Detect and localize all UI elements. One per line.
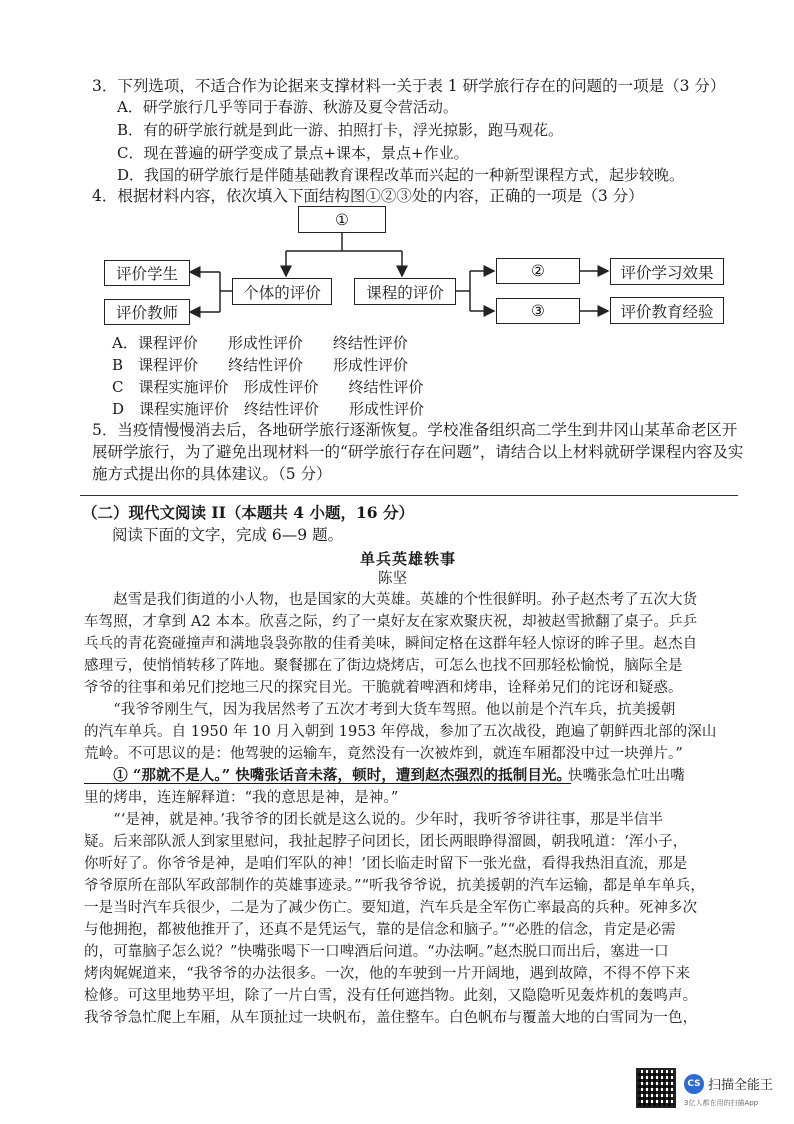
q4-option-a: A．课程评价 形成性评价 终结性评价	[112, 334, 408, 352]
passage-line: 我爷爷急忙爬上车厢，从车顶扯过一块帆布，盖住整车。白色帆布与覆盖大地的白雪同为一色，	[84, 1010, 698, 1026]
passage-line: 赵雪是我们街道的小人物，也是国家的大英雄。英雄的个性很鲜明。孙子赵杰考了五次大货	[84, 592, 698, 608]
passage-line: 爷爷原所在部队军政部制作的英雄事迹录。”“听我爷爷说，抗美援朝的汽车运输，都是单车单兵，	[84, 878, 705, 894]
passage-line: 乓乓的青花瓷碰撞声和满地袅袅弥散的佳肴美味，瞬间定格在这群年轻人惊讶的眸子里。赵杰自	[84, 636, 698, 652]
passage-line: “我爷爷刚生气，因为我居然考了五次才考到大货车驾照。他以前是个汽车兵，抗美援朝	[84, 702, 676, 718]
diagram-box-1: ①	[298, 206, 386, 233]
passage-author: 陈坚	[378, 571, 408, 587]
qr-code-icon	[636, 1068, 676, 1108]
q3-option-b: B．有的研学旅行就是到此一游、拍照打卡，浮光掠影，跑马观花。	[117, 121, 564, 139]
passage-line: 与他拥抱，都被他推开了，还真不是凭运气，靠的是信念和脑子。”“必胜的信念，肯定是必需	[84, 922, 676, 938]
q5-line-1: 5．当疫情慢慢消去后，各地研学旅行逐渐恢复。学校准备组织高二学生到井冈山某革命老区开	[92, 421, 738, 439]
passage-line: 一是当时汽车兵很少，二是为了减少伤亡。要知道，汽车兵是全军伤亡率最高的兵种。死神多次	[84, 900, 698, 916]
passage-line: 感理亏，使悄悄转移了阵地。聚餐挪在了街边烧烤店，可怎么也找不回那轻松愉悦，脑际全是	[84, 658, 683, 674]
passage-line: 爷爷的往事和弟兄们挖地三尺的探究目光。干脆就着啤酒和烤串，诠释弟兄们的诧讶和疑惑。	[84, 680, 683, 696]
passage-line: 车驾照，才拿到 A2 本本。欣喜之际，约了一桌好友在家欢聚庆祝，却被赵雪掀翻了桌子。乒乒	[84, 614, 698, 630]
diagram-box-evaluate-teachers: 评价教师	[104, 299, 190, 325]
passage-title: 单兵英雄轶事	[360, 550, 457, 568]
passage-line: 快嘴张急忙吐出嘴	[568, 768, 685, 784]
q3-stem: 3．下列选项，不适合作为论据来支撑材料一关于表 1 研学旅行存在的问题的一项是（3 分）	[92, 77, 726, 95]
q3-option-c: C．现在普遍的研学变成了景点+课本，景点+作业。	[117, 144, 469, 162]
diagram-box-evaluate-students: 评价学生	[104, 260, 190, 286]
section-divider	[80, 495, 738, 496]
q3-option-d: D．我国的研学旅行是伴随基础教育课程改革而兴起的一种新型课程方式，起步较晚。	[117, 166, 685, 184]
passage-line: 的，可靠脑子怎么说？”快嘴张喝下一口啤酒后问道。“办法啊。”赵杰脱口而出后，塞进一口	[84, 944, 669, 960]
passage-line: 荒岭。不可思议的是：他驾驶的运输车，竟然没有一次被炸到，就连车厢都没中过一块弹片。”	[84, 746, 683, 762]
diagram-box-2: ②	[496, 258, 580, 284]
diagram-box-teaching-experience: 评价教育经验	[610, 297, 724, 324]
q5-line-3: 施方式提出你的具体建议。（5 分）	[92, 465, 332, 483]
q5-line-2: 展研学旅行，为了避免出现材料一的“研学旅行存在问题”，请结合以上材料就研学课程内容及实	[92, 443, 744, 461]
diagram-box-individual-evaluation: 个体的评价	[232, 278, 332, 305]
scanner-app-tagline: 3亿人都在用的扫描App	[684, 1099, 759, 1107]
camscanner-logo-icon: CS	[684, 1074, 704, 1094]
passage-underlined-sentence: ① “那就不是人。” 快嘴张话音未落，顿时，遭到赵杰强烈的抵制目光。	[84, 767, 572, 784]
diagram-box-3: ③	[496, 298, 580, 324]
passage-line: 你听好了。你爷爷是神，是咱们军队的神！’团长临走时留下一张光盘，看得我热泪直流，那是	[84, 856, 688, 872]
q4-stem: 4．根据材料内容，依次填入下面结构图①②③处的内容，正确的一项是（3 分）	[92, 187, 644, 205]
q3-option-a: A．研学旅行几乎等同于春游、秋游及夏令营活动。	[117, 98, 458, 116]
diagram-box-course-evaluation: 课程的评价	[354, 278, 456, 305]
passage-line: 里的烤串，连连解释道：“我的意思是神，是神。”	[84, 790, 399, 806]
passage-line: “‘是神，就是神。’我爷爷的团长就是这么说的。少年时，我听爷爷讲往事，那是半信半	[84, 812, 664, 828]
q4-option-b: B 课程评价 终结性评价 形成性评价	[112, 356, 409, 374]
passage-line: 烤肉娓娓道来，“我爷爷的办法很多。一次，他的车驶到一片开阔地，遇到故障，不得不停下来	[84, 966, 691, 982]
passage-line: 检修。可这里地势平坦，除了一片白雪，没有任何遮挡物。此刻，又隐隐听见轰炸机的轰鸣声。	[84, 988, 698, 1004]
q4-option-c: C 课程实施评价 形成性评价 终结性评价	[112, 378, 424, 396]
section-instruction: 阅读下面的文字，完成 6—9 题。	[112, 526, 344, 544]
q4-option-d: D 课程实施评价 终结性评价 形成性评价	[112, 400, 425, 418]
section-heading: （二）现代文阅读 II（本题共 4 小题，16 分）	[82, 503, 414, 522]
scanner-app-name: 扫描全能王	[708, 1078, 774, 1093]
passage-line: 的汽车单兵。自 1950 年 10 月入朝到 1953 年停战，参加了五次战役，跑遍了朝鲜西北部的深山	[84, 724, 717, 740]
diagram-box-learning-effect: 评价学习效果	[610, 258, 724, 285]
passage-line: 疑。后来部队派人到家里慰问，我扯起脖子问团长，团长两眼睁得溜圆，朝我吼道：‘浑小子，	[84, 834, 688, 850]
